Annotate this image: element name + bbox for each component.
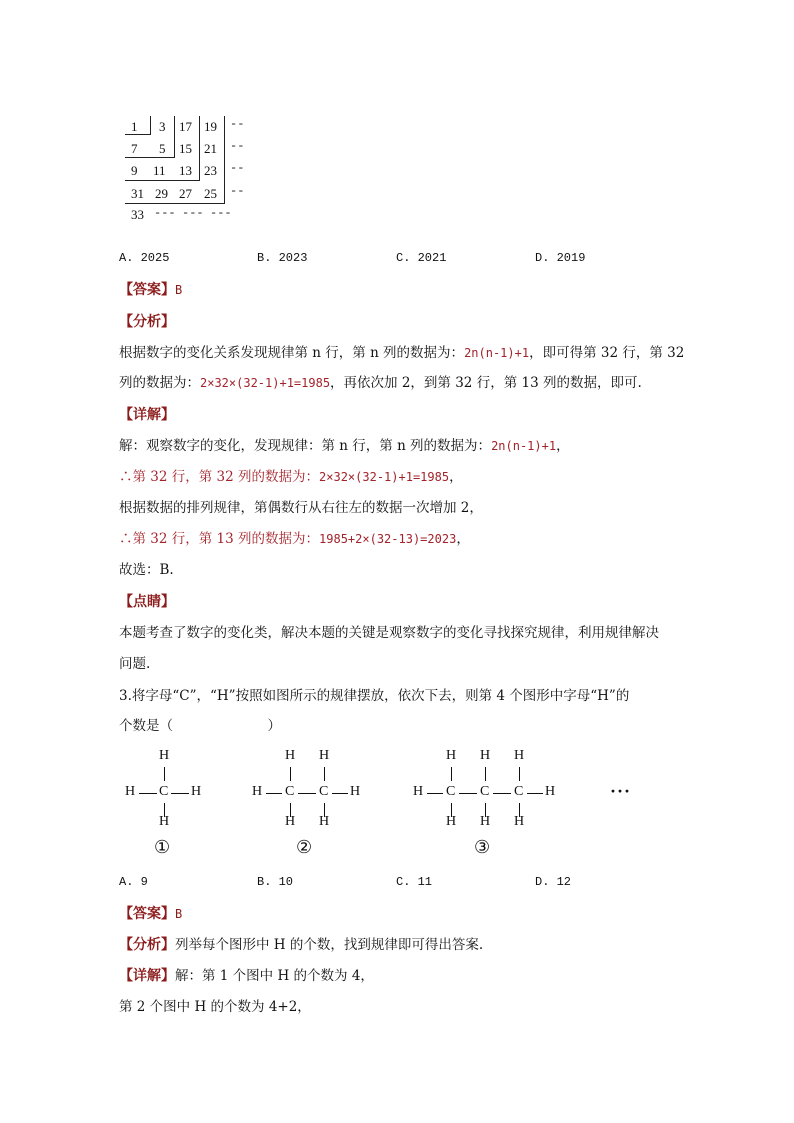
bond (459, 793, 477, 794)
detail-line-1 (119, 436, 570, 456)
formula: 2n(n-1)+1 (464, 346, 530, 360)
point-heading: 【点睛】 (119, 594, 175, 610)
grid-cell: 3 (159, 119, 166, 134)
analysis-label: 【分析】 (119, 937, 175, 953)
grid-cell: 17 (179, 119, 192, 134)
atom-h: H (252, 784, 263, 799)
q3-detail-line-2: 第 2 个图中 H 的个数为 4+2， (119, 999, 311, 1015)
atom-h: H (191, 784, 202, 799)
bond (493, 793, 511, 794)
q3-stem-line-1: 3.将字母“C”，“H”按照如图所示的规律摆放，依次下去，则第 4 个图形中字母“H”的 (119, 688, 630, 704)
grid-cell: 15 (179, 141, 192, 156)
atom-c: C (446, 784, 456, 799)
analysis-line-1 (119, 343, 684, 363)
bond (290, 767, 291, 781)
grid-cell: 7 (131, 141, 138, 156)
detail-text: ∴第 32 行，第 13 列的数据为： (119, 531, 320, 547)
detail-label: 【详解】 (119, 968, 175, 984)
atom-h: H (446, 748, 457, 763)
grid-cell: 5 (159, 141, 166, 156)
figure-label-3: ③ (474, 837, 491, 858)
figure-label-1: ① (154, 837, 171, 858)
atom-c: C (285, 784, 295, 799)
atom-h: H (545, 784, 556, 799)
detail-text: 解：第 1 个图中 H 的个数为 4， (175, 968, 374, 984)
option-c: C. 2021 (396, 251, 447, 265)
detail-line-4 (119, 529, 470, 549)
grid-cell: 13 (179, 163, 192, 178)
q3-analysis-line (119, 935, 483, 955)
bond (266, 793, 282, 794)
atom-c: C (514, 784, 524, 799)
molecule-figures (118, 745, 658, 865)
atom-h: H (514, 814, 525, 829)
bond (164, 767, 165, 781)
ellipsis: ··· (610, 781, 632, 801)
atom-h: H (319, 814, 330, 829)
analysis-text: 根据数字的变化关系发现规律第 n 行，第 n 列的数据为： (119, 345, 465, 361)
formula: 1985+2×(32-13)=2023 (319, 532, 457, 546)
bond (519, 767, 520, 781)
detail-text: ， (556, 438, 570, 454)
analysis-line-2 (119, 373, 642, 393)
atom-c: C (159, 784, 169, 799)
grid-cell: 33 (131, 207, 144, 222)
option-d: D. 2019 (535, 251, 586, 265)
grid-line (125, 157, 174, 158)
grid-cell: 29 (155, 186, 168, 201)
answer-label: 【答案】 (119, 282, 175, 298)
grid-cell: 25 (204, 186, 217, 201)
option-a: A. 9 (119, 875, 148, 889)
formula: 2×32×(32-1)+1=1985 (319, 470, 450, 484)
atom-h: H (159, 748, 170, 763)
q3-stem-line-2: 个数是（ ） (119, 718, 281, 734)
option-b: B. 10 (257, 875, 294, 889)
grid-cell: 9 (131, 163, 138, 178)
grid-cell: 11 (153, 163, 166, 178)
answer-heading (119, 280, 182, 300)
bond (139, 793, 157, 794)
analysis-text: ，即可得第 32 行，第 32 (529, 345, 685, 361)
atom-h: H (514, 748, 525, 763)
atom-h: H (480, 748, 491, 763)
answer-label: 【答案】 (119, 906, 175, 922)
atom-h: H (446, 814, 457, 829)
atom-h: H (350, 784, 361, 799)
detail-text: ∴第 32 行，第 32 列的数据为： (119, 469, 320, 485)
grid-line (125, 180, 199, 181)
q3-detail-line-1 (119, 966, 374, 986)
detail-line-3: 根据数据的排列规律，第偶数行从右往左的数据一次增加 2， (119, 500, 483, 516)
figure-label-2: ② (296, 837, 313, 858)
detail-text: ， (456, 531, 470, 547)
grid-cell: 19 (204, 119, 217, 134)
bond (427, 793, 443, 794)
atom-h: H (159, 814, 170, 829)
grid-cell: --- (182, 206, 204, 220)
number-grid (118, 112, 258, 222)
detail-text: 解：观察数字的变化，发现规律：第 n 行，第 n 列的数据为： (119, 438, 492, 454)
point-line-1: 本题考查了数字的变化类，解决本题的关键是观察数字的变化寻找探究规律，利用规律解决 (119, 625, 659, 641)
detail-heading: 【详解】 (119, 407, 175, 423)
grid-cell: 21 (204, 141, 217, 156)
grid-line (224, 116, 225, 204)
atom-c: C (319, 784, 329, 799)
grid-cell: --- (154, 206, 176, 220)
detail-text: ， (449, 469, 463, 485)
option-c: C. 11 (396, 875, 433, 889)
grid-line (150, 116, 151, 135)
option-d: D. 12 (535, 875, 572, 889)
grid-cell: -- (230, 161, 245, 175)
atom-h: H (285, 748, 296, 763)
grid-cell: 31 (131, 186, 144, 201)
grid-cell: --- (210, 206, 232, 220)
atom-c: C (480, 784, 490, 799)
answer-value: B (175, 283, 183, 297)
q3-answer-heading (119, 904, 182, 924)
analysis-text: ，再依次加 2，到第 32 行，第 13 列的数据，即可. (330, 375, 642, 391)
formula: 2×32×(32-1)+1=1985 (200, 376, 331, 390)
formula: 2n(n-1)+1 (491, 439, 557, 453)
analysis-heading: 【分析】 (119, 314, 175, 330)
grid-cell: -- (230, 184, 245, 198)
grid-cell: 23 (204, 163, 217, 178)
atom-h: H (285, 814, 296, 829)
bond (451, 767, 452, 781)
answer-value: B (175, 907, 183, 921)
grid-line (174, 116, 175, 158)
point-line-2: 问题. (119, 656, 151, 672)
bond (527, 793, 543, 794)
option-a: A. 2025 (119, 251, 170, 265)
atom-h: H (480, 814, 491, 829)
detail-line-5: 故选：B. (119, 562, 174, 578)
atom-h: H (125, 784, 136, 799)
grid-cell: -- (230, 139, 245, 153)
analysis-text: 列的数据为： (119, 375, 200, 391)
bond (332, 793, 348, 794)
grid-cell: 1 (131, 119, 138, 134)
analysis-text: 列举每个图形中 H 的个数，找到规律即可得出答案. (175, 937, 484, 953)
bond (298, 793, 316, 794)
bond (171, 793, 189, 794)
grid-line (199, 116, 200, 181)
atom-h: H (413, 784, 424, 799)
option-b: B. 2023 (257, 251, 308, 265)
atom-h: H (319, 748, 330, 763)
detail-line-2 (119, 467, 463, 487)
bond (485, 767, 486, 781)
grid-cell: 27 (179, 186, 192, 201)
grid-line (125, 203, 224, 204)
grid-line (125, 134, 150, 135)
bond (324, 767, 325, 781)
grid-cell: -- (230, 117, 245, 131)
